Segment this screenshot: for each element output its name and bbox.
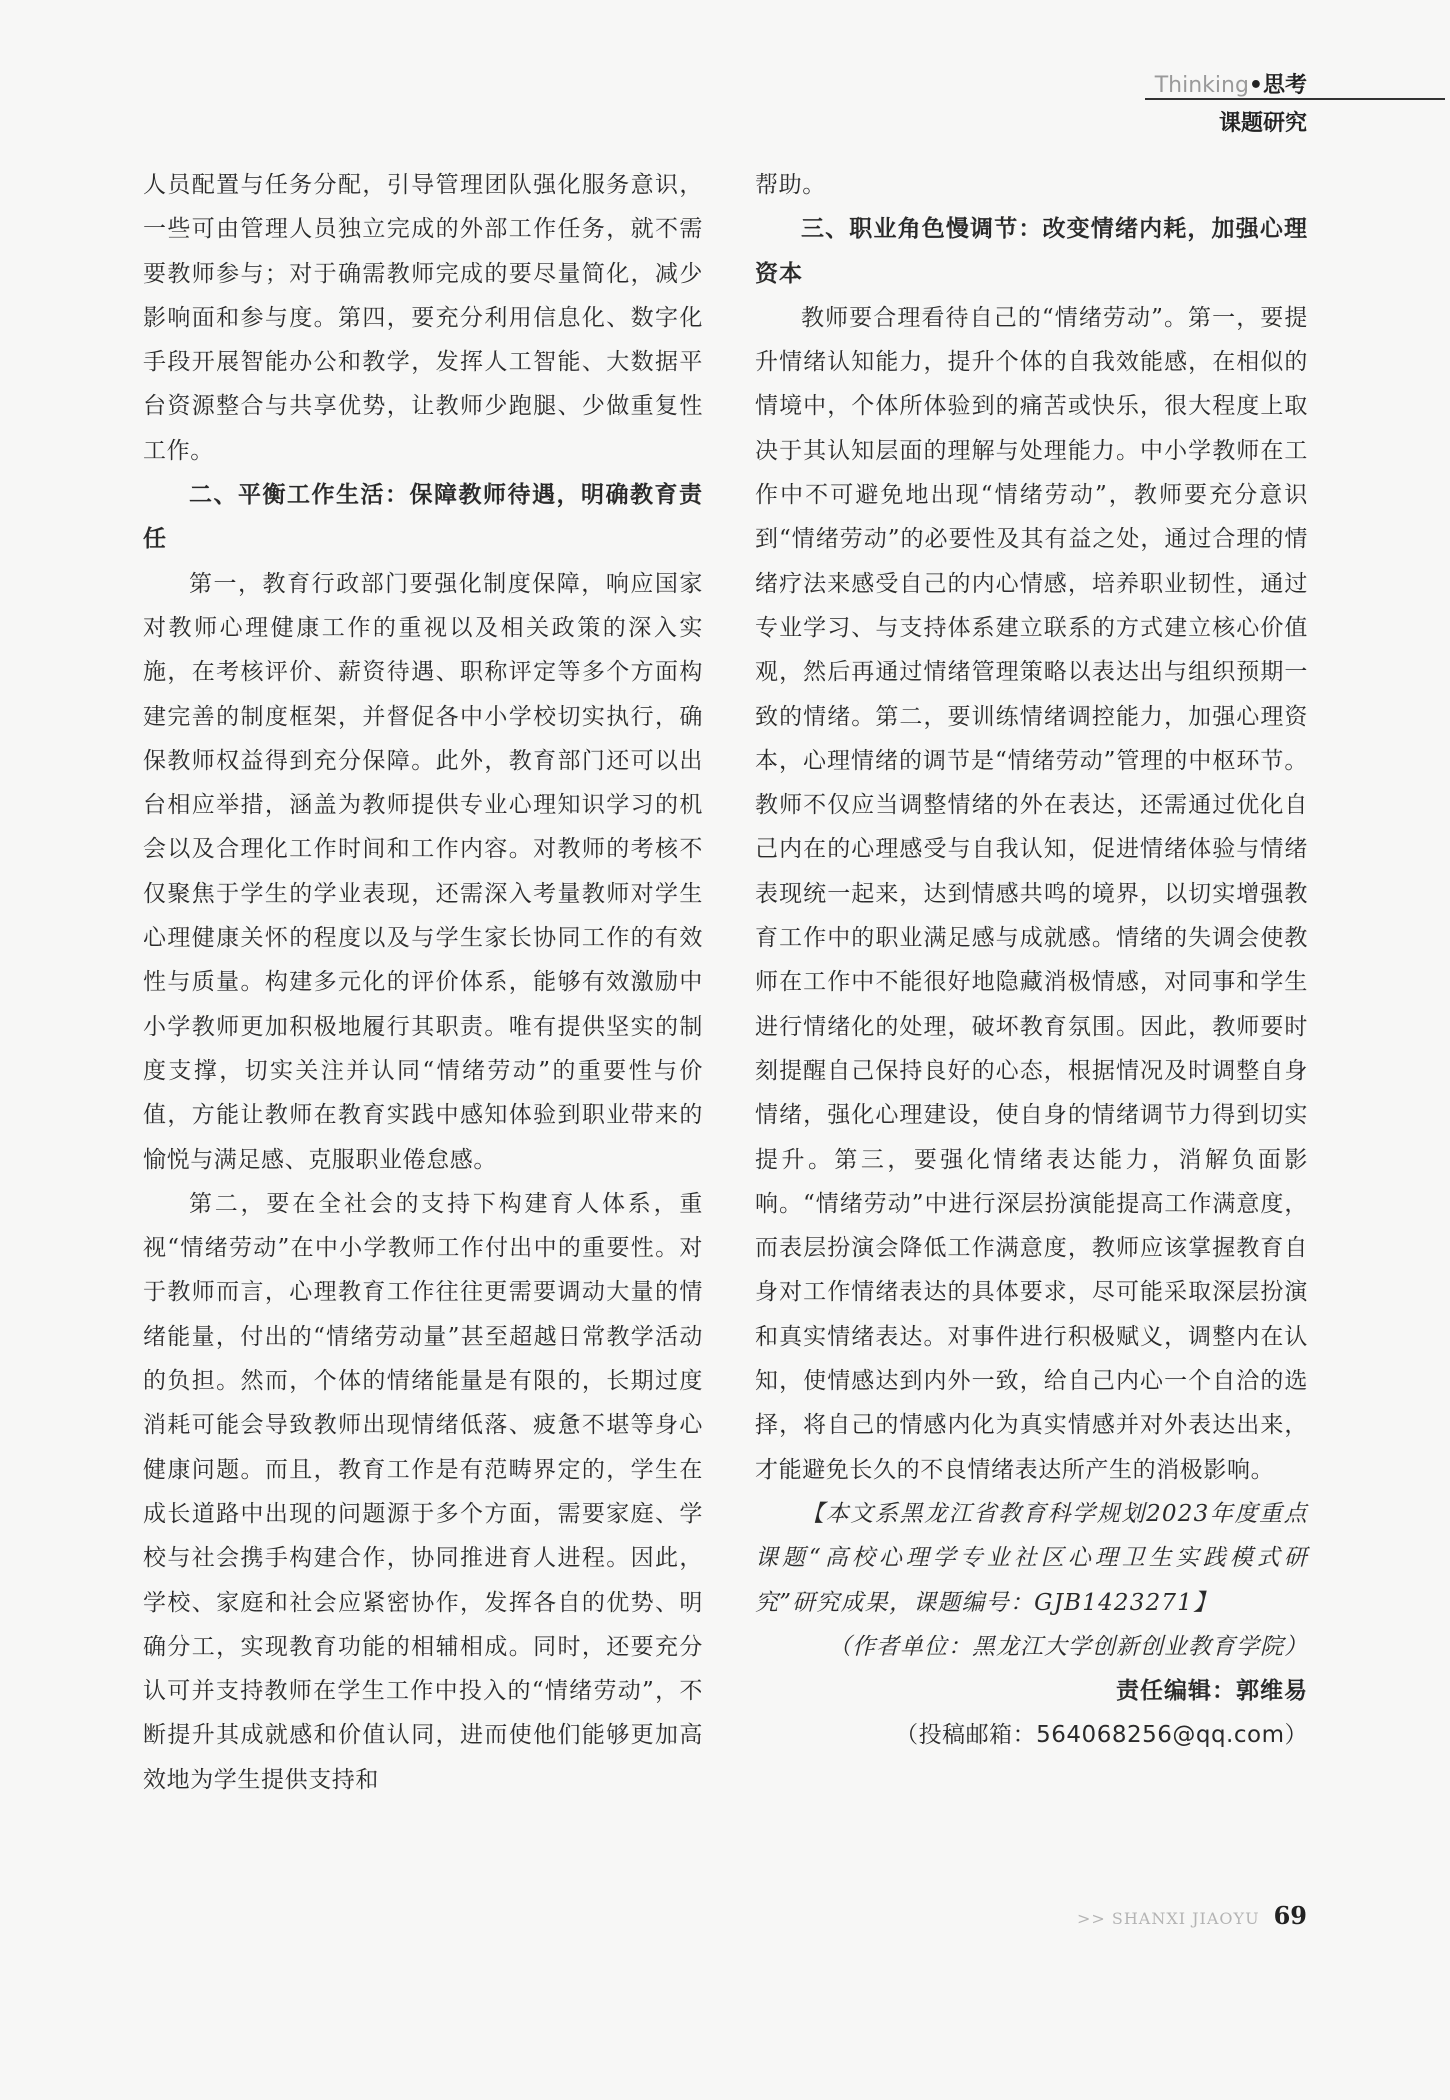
page-number: 69	[1273, 1901, 1307, 1930]
journal-brand: >> SHANXI JIAOYU	[1076, 1909, 1260, 1928]
paragraph: 教师要合理看待自己的“情绪劳动”。第一，要提升情绪认知能力，提升个体的自我效能感，在相似的情境中，个体所体验到的痛苦或快乐，很大程度上取决于其认知层面的理解与处理能力。中小学教师在工作中不可避免地出现“情绪劳动”，教师要充分意识到“情绪劳动”的必要性及其有益之处，通过合理的情绪疗法来感受自己的内心情感，培养职业韧性，通过专业学习、与支持体系建立联系的方式建立核心价值观，然后再通过情绪管理策略以表达出与组织预期一致的情绪。第二，要训练情绪调控能力，加强心理资本，心理情绪的调节是“情绪劳动”管理的中枢环节。教师不仅应当调整情绪的外在表达，还需通过优化自己内在的心理感受与自我认知，促进情绪体验与情绪表现统一起来，达到情感共鸣的境界，以切实增强教育工作中的职业满足感与成就感。情绪的失调会使教师在工作中不能很好地隐藏消极情感，对同事和学生进行情绪化的处理，破坏教育氛围。因此，教师要时刻提醒自己保持良好的心态，根据情况及时调整自身情绪，强化心理建设，使自身的情绪调节力得到切实提升。第三，要强化情绪表达能力，消解负面影响。“情绪劳动”中进行深层扮演能提高工作满意度，而表层扮演会降低工作满意度，教师应该掌握教育自身对工作情绪表达的具体要求，尽可能采取深层扮演和真实情绪表达。对事件进行积极赋义，调整内在认知，使情感达到内外一致，给自己内心一个自洽的选择，将自己的情感内化为真实情感并对外表达出来，才能避免长久的不良情绪表达所产生的消极影响。	[755, 304, 1308, 1483]
paragraph-continued: 人员配置与任务分配，引导管理团队强化服务意识，一些可由管理人员独立完成的外部工作任务，就不需要教师参与；对于确需教师完成的要尽量简化，减少影响面和参与度。第四，要充分利用信息化、数字化手段开展智能办公和教学，发挥人工智能、大数据平台资源整合与共享优势，让教师少跑腿、少做重复性工作。	[143, 172, 703, 464]
section-en: Thinking	[1154, 73, 1249, 98]
responsible-editor: 责任编辑：郭维易	[1116, 1678, 1308, 1705]
funding-note: 【本文系黑龙江省教育科学规划2023年度重点课题“高校心理学专业社区心理卫生实践模式研究”研究成果，课题编号：GJB1423271】	[755, 1500, 1308, 1616]
paragraph-continued: 帮助。	[755, 172, 826, 198]
paragraph: 第二，要在全社会的支持下构建育人体系，重视“情绪劳动”在中小学教师工作付出中的重要性。对于教师而言，心理教育工作往往更需要调动大量的情绪能量，付出的“情绪劳动量”甚至超越日常教学活动的负担。然而，个体的情绪能量是有限的，长期过度消耗可能会导致教师出现情绪低落、疲惫不堪等身心健康问题。而且，教育工作是有范畴界定的，学生在成长道路中出现的问题源于多个方面，需要家庭、学校与社会携手构建合作，协同推进育人进程。因此，学校、家庭和社会应紧密协作，发挥各自的优势、明确分工，实现教育功能的相辅相成。同时，还要充分认可并支持教师在学生工作中投入的“情绪劳动”，不断提升其成就感和价值认同，进而使他们能够更加高效地为学生提供支持和	[143, 1190, 703, 1793]
left-column	[143, 163, 703, 1802]
page-footer	[1077, 1901, 1307, 1930]
section-separator: •	[1248, 73, 1263, 98]
section-heading-3: 三、职业角色慢调节：改变情绪内耗，加强心理资本	[755, 216, 1308, 287]
section-heading-2: 二、平衡工作生活：保障教师待遇，明确教育责任	[143, 482, 703, 553]
author-affiliation: （作者单位：黑龙江大学创新创业教育学院）	[828, 1633, 1308, 1660]
section-header	[1155, 68, 1307, 99]
section-cn: 思考	[1262, 73, 1307, 98]
paragraph: 第一，教育行政部门要强化制度保障，响应国家对教师心理健康工作的重视以及相关政策的深入实施，在考核评价、薪资待遇、职称评定等多个方面构建完善的制度框架，并督促各中小学校切实执行，确保教师权益得到充分保障。此外，教育部门还可以出台相应举措，涵盖为教师提供专业心理知识学习的机会以及合理化工作时间和工作内容。对教师的考核不仅聚焦于学生的学业表现，还需深入考量教师对学生心理健康关怀的程度以及与学生家长协同工作的有效性与质量。构建多元化的评价体系，能够有效激励中小学教师更加积极地履行其职责。唯有提供坚实的制度支撑，切实关注并认同“情绪劳动”的重要性与价值，方能让教师在教育实践中感知体验到职业带来的愉悦与满足感、克服职业倦怠感。	[143, 570, 703, 1173]
right-column	[755, 163, 1308, 1758]
subsection-title: 课题研究	[1218, 111, 1307, 136]
submission-email: （投稿邮箱：564068256@qq.com）	[895, 1722, 1308, 1749]
